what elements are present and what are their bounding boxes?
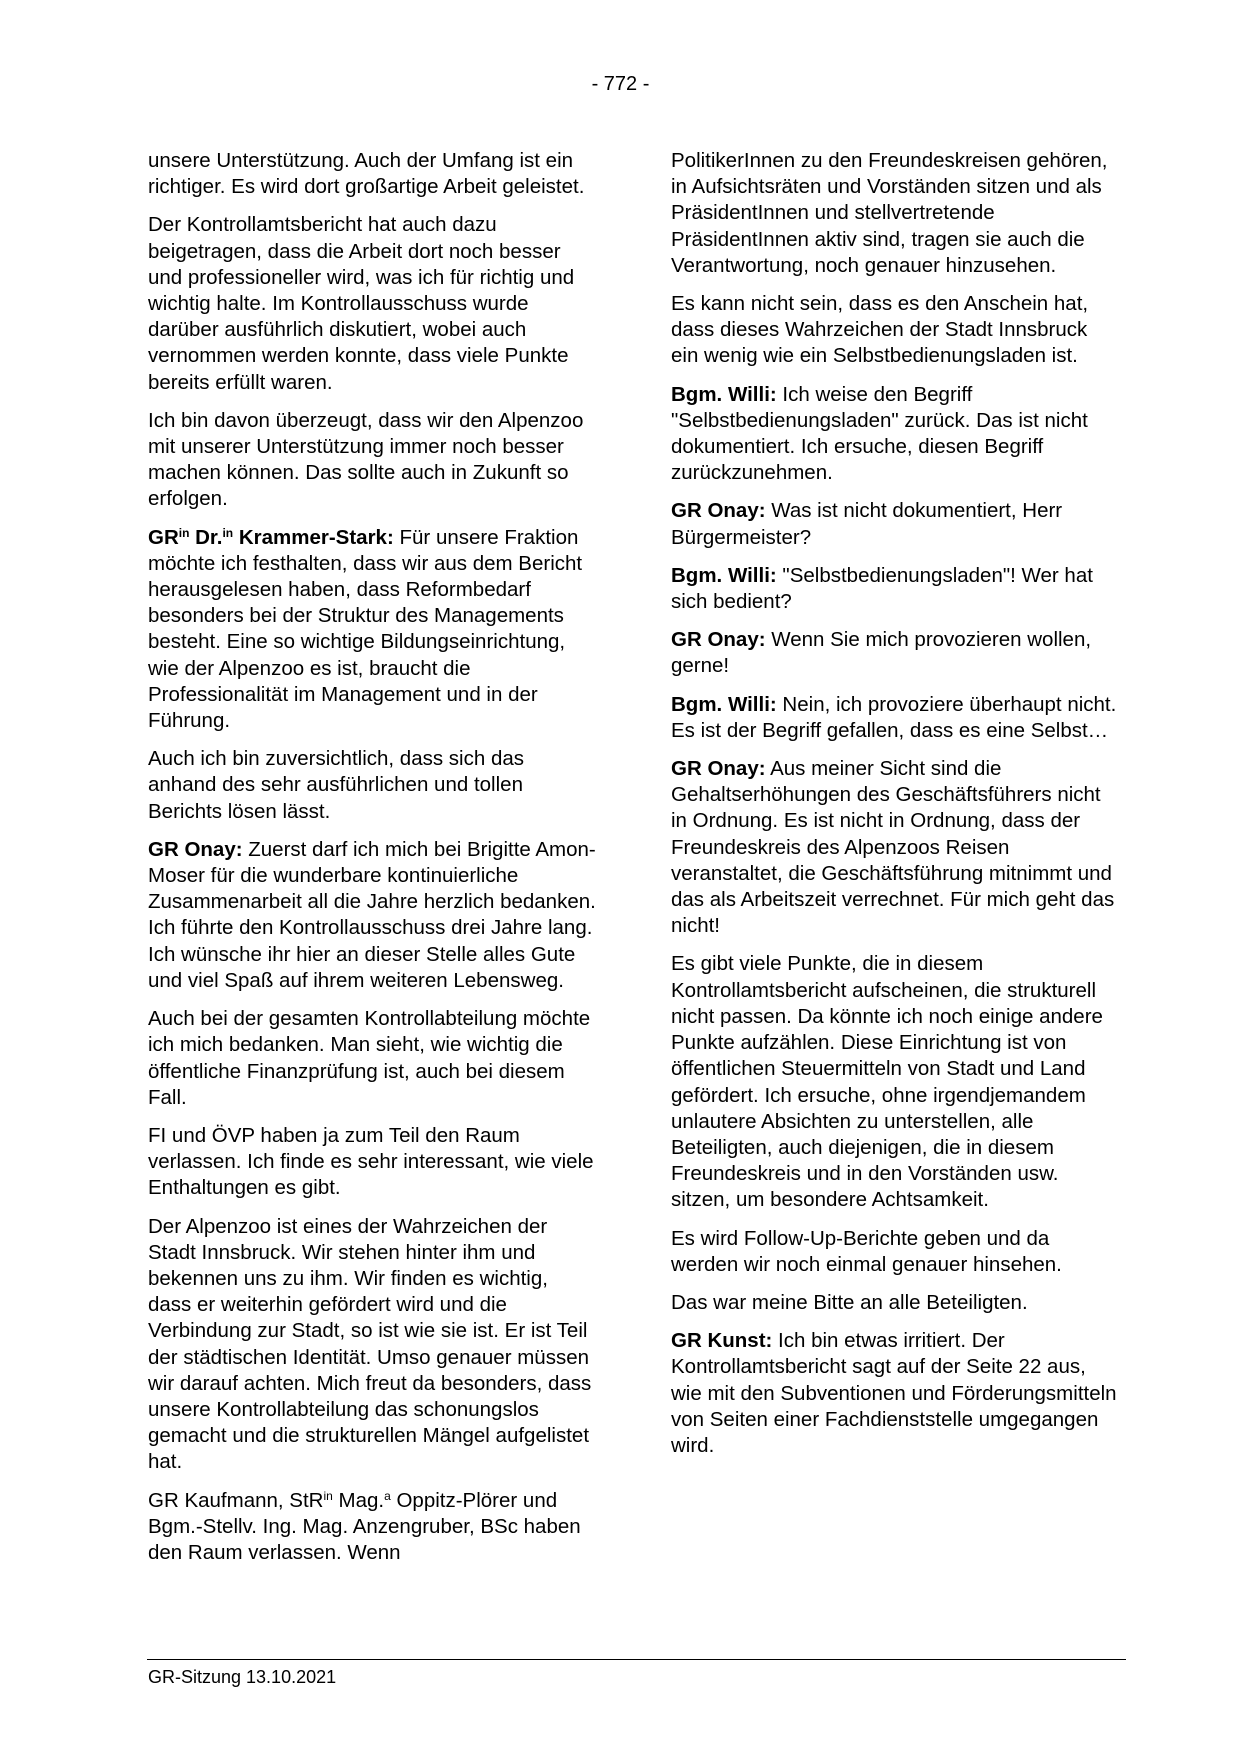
footer-session-date: GR-Sitzung 13.10.2021 xyxy=(148,1667,337,1687)
footer-divider xyxy=(147,1659,1126,1660)
paragraph: Auch ich bin zuversichtlich, dass sich das anhand des sehr ausführlichen und tollen Berichts lösen lässt. xyxy=(148,747,525,823)
speech-text: Was ist nicht dokumentiert, Herr Bürgermeister? xyxy=(671,499,1063,549)
speaker-name: GR Onay: xyxy=(148,837,243,861)
speech-paragraph xyxy=(671,563,1119,615)
speaker-name: GR Onay: xyxy=(671,757,766,781)
speech-paragraph xyxy=(671,382,1119,487)
paragraph: Der Kontrollamtsbericht hat auch dazu beigetragen, dass die Arbeit dort noch besser und professioneller wird, was ich für richtig und wichtig halte. Im Kontrollausschuss wurde darüber ausführlich diskutiert, wobei auch vernommen werden konnte, dass viele Punkte bereits erfüllt waren. xyxy=(148,213,575,394)
paragraph: Es wird Follow-Up-Berichte geben und da werden wir noch einmal genauer hinsehen. xyxy=(671,1226,1062,1276)
paragraph: Auch bei der gesamten Kontrollabteilung möchte ich mich bedanken. Man sieht, wie wichtig die öffentliche Finanzprüfung ist, auch bei diesem Fall. xyxy=(148,1007,591,1109)
speech-text: Aus meiner Sicht sind die Gehaltserhöhungen des Geschäftsführers nicht in Ordnung. Es ist nicht in Ordnung, dass der Freundeskreis des Alpenzoos Reisen veranstaltet, die Geschäftsführung mitnimmt und das als Arbeitszeit verrechnet. Für mich geht das nicht! xyxy=(671,757,1115,938)
speaker-name: Bgm. Willi: xyxy=(671,563,777,587)
speech-paragraph xyxy=(671,692,1119,744)
speech-paragraph xyxy=(671,627,1119,679)
paragraph: unsere Unterstützung. Auch der Umfang ist ein richtiger. Es wird dort großartige Arbeit geleistet. xyxy=(148,149,585,199)
paragraph: Ich bin davon überzeugt, dass wir den Alpenzoo mit unserer Unterstützung immer noch besser machen können. Das sollte auch in Zukunft so erfolgen. xyxy=(148,408,584,511)
speech-text: Für unsere Fraktion möchte ich festhalten, dass wir aus dem Bericht herausgelesen haben, dass Reformbedarf besonders bei der Struktur des Managements besteht. Eine so wichtige Bildungseinrichtung, wie der Alpenzoo es ist, braucht die Professionalität im Management und in der Führung. xyxy=(148,525,583,733)
paragraph: Es gibt viele Punkte, die in diesem Kontrollamtsbericht aufscheinen, die strukturell nicht passen. Da könnte ich noch einige andere Punkte aufzählen. Diese Einrichtung ist von öffentlichen Steuermitteln von Stadt und Land gefördert. Ich ersuche, ohne irgendjemandem unlautere Absichten zu unterstellen, alle Beteiligten, auch diejenigen, die in diesem Freundeskreis und in den Vorständen usw. sitzen, um besondere Achtsamkeit. xyxy=(671,952,1103,1212)
speaker-name: Bgm. Willi: xyxy=(671,692,777,716)
speech-text: "Selbstbedienungsladen"! Wer hat sich bedient? xyxy=(671,563,1093,614)
paragraph: Das war meine Bitte an alle Beteiligten. xyxy=(671,1290,1028,1314)
speech-text: Zuerst darf ich mich bei Brigitte Amon-Moser für die wunderbare kontinuierliche Zusammenarbeit all die Jahre herzlich bedanken. Ich führte den Kontrollausschuss drei Jahre lang. Ich wünsche ihr hier an dieser Stelle alles Gute und viel Spaß auf ihrem weiteren Lebensweg. xyxy=(148,837,596,992)
speaker-name: $GR^{in}$ Dr.$^{in}$ Krammer-Stark: xyxy=(148,525,394,549)
speaker-name: GR Onay: xyxy=(671,628,766,652)
right-column xyxy=(671,148,1119,1471)
speech-paragraph xyxy=(671,1328,1119,1459)
page-number: - 772 - xyxy=(591,73,650,95)
speech-paragraph xyxy=(671,756,1119,939)
speech-text: Nein, ich provoziere überhaupt nicht. Es ist der Begriff gefallen, dass es eine Selbst… xyxy=(671,692,1117,742)
speech-text: Ich bin etwas irritiert. Der Kontrollamtsbericht sagt auf der Seite 22 aus, wie mit den Subventionen und Förderungsmitteln von Seiten einer Fachdienststelle umgegangen wird. xyxy=(671,1329,1117,1457)
paragraph: Es kann nicht sein, dass es den Anschein hat, dass dieses Wahrzeichen der Stadt Innsbruck ein wenig wie ein Selbstbedienungsladen ist. xyxy=(671,292,1089,368)
paragraph: PolitikerInnen zu den Freundeskreisen gehören, in Aufsichtsräten und Vorständen sitzen und als PräsidentInnen und stellvertretende PräsidentInnen aktiv sind, tragen sie auch die Verantwortung, noch genauer hinzusehen. xyxy=(671,149,1108,277)
speech-paragraph xyxy=(148,837,596,994)
speaker-name: GR Kunst: xyxy=(671,1329,773,1353)
paragraph: FI und ÖVP haben ja zum Teil den Raum verlassen. Ich finde es sehr interessant, wie viele Enthaltungen es gibt. xyxy=(148,1123,594,1200)
speech-text: Wenn Sie mich provozieren wollen, gerne! xyxy=(671,628,1092,678)
speaker-name: GR Onay: xyxy=(671,499,766,523)
paragraph: Der Alpenzoo ist eines der Wahrzeichen der Stadt Innsbruck. Wir stehen hinter ihm und bekennen uns zu ihm. Wir finden es wichtig, dass er weiterhin gefördert wird und die Verbindung zur Stadt, so ist wie sie ist. Er ist Teil der städtischen Identität. Umso genauer müssen wir darauf achten. Mich freut da besonders, dass unsere Kontrollabteilung das schonungslos gemacht und die strukturellen Mängel aufgelistet hat. xyxy=(148,1214,592,1474)
speech-text: Ich weise den Begriff "Selbstbedienungsladen" zurück. Das ist nicht dokumentiert. Ich ersuche, diesen Begriff zurückzunehmen. xyxy=(671,382,1088,485)
left-column xyxy=(148,148,596,1578)
speech-paragraph xyxy=(671,498,1119,550)
paragraph: GR Kaufmann, StR$^{in}$ Mag.$^a$ Oppitz-Plörer und Bgm.-Stellv. Ing. Mag. Anzengruber, BSc haben den Raum verlassen. Wenn xyxy=(148,1488,581,1564)
speech-paragraph xyxy=(148,525,596,735)
speaker-name: Bgm. Willi: xyxy=(671,382,777,406)
